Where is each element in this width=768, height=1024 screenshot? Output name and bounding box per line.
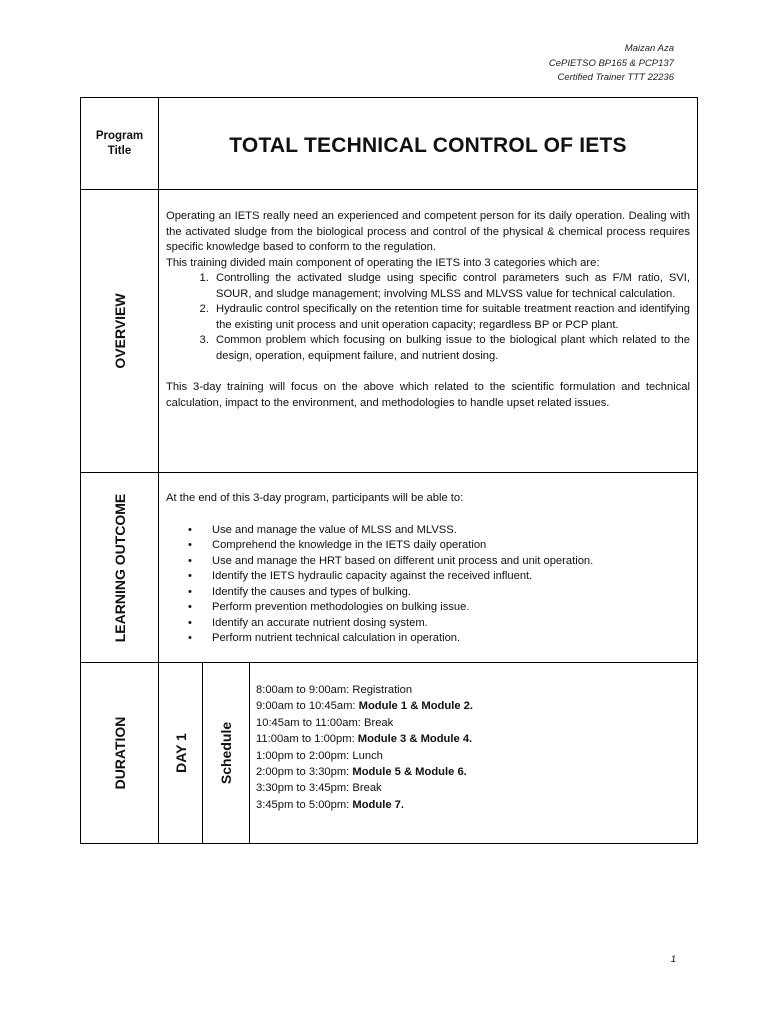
bullet-icon: • — [188, 539, 192, 551]
list-item: 3. Common problem which focusing on bulking issue to the biological plant which related to the design, operation, equipment failure, and nutrient dosing. — [212, 333, 690, 364]
schedule-item — [256, 797, 697, 813]
overview-content-cell — [159, 190, 698, 473]
schedule-time: 11:00am to 1:00pm: — [256, 733, 358, 746]
list-item-text: Identify the IETS hydraulic capacity against the received influent. — [212, 570, 533, 582]
author-certification: CePIETSO BP165 & PCP137 — [548, 57, 674, 69]
learning-outcome-list — [166, 523, 690, 647]
list-item-text: Comprehend the knowledge in the IETS daily operation — [212, 539, 487, 551]
schedule-activity: Break — [364, 716, 394, 729]
schedule-activity: Module 5 & Module 6. — [352, 766, 467, 779]
bullet-icon: • — [188, 585, 192, 598]
bullet-icon: • — [188, 601, 192, 613]
bullet-icon: • — [188, 523, 192, 536]
schedule-item — [256, 780, 697, 796]
page-number: 1 — [670, 954, 676, 965]
schedule-time: 10:45am to 11:00am: — [256, 716, 365, 729]
list-item — [166, 538, 690, 554]
day-label-cell — [159, 663, 203, 843]
document-header — [549, 42, 674, 86]
schedule-time: 2:00pm to 3:30pm: — [256, 766, 353, 779]
trainer-certification: Certified Trainer TTT 22236 — [557, 72, 674, 83]
overview-label-cell — [81, 190, 159, 473]
list-item-text: Use and manage the HRT based on different unit process and unit operation. — [212, 554, 594, 567]
schedule-activity: Module 1 & Module 2. — [358, 700, 473, 713]
schedule-activity: Break — [352, 782, 382, 795]
learning-outcome-intro: At the end of this 3-day program, participants will be able to: — [166, 492, 464, 504]
list-item: 2. Hydraulic control specifically on the retention time for suitable treatment reaction and identifying the existing unit process and unit operation capacity; regardless BP or PCP plant. — [212, 302, 690, 333]
schedule-item — [256, 698, 697, 714]
program-title-label-cell — [81, 98, 159, 190]
program-title-cell — [159, 98, 698, 190]
duration-row — [81, 663, 698, 844]
schedule-list — [250, 663, 697, 813]
overview-intro: Operating an IETS really need an experienced and competent person for its daily operation. Dealing with the activated sludge from the biological process and control of the physical & chemical process requires specific knowledge based to conform to the regulation. — [166, 210, 690, 253]
program-title-row — [81, 98, 698, 190]
overview-closing: This 3-day training will focus on the above which related to the scientific formulation and technical calculation, impact to the environment, and methodologies to handle upset related issues. — [166, 381, 690, 409]
schedule-activity: Module 3 & Module 4. — [357, 733, 473, 746]
schedule-item — [256, 682, 697, 698]
program-label-line1: Program — [95, 130, 144, 142]
program-title: TOTAL TECHNICAL CONTROL OF IETS — [229, 134, 627, 157]
schedule-time: 8:00am to 9:00am: — [256, 684, 353, 696]
duration-content-cell — [159, 663, 698, 844]
learning-outcome-content-cell — [159, 473, 698, 663]
overview-label: OVERVIEW — [111, 293, 128, 369]
list-item-text: Identify the causes and types of bulking. — [212, 585, 412, 598]
list-item — [166, 616, 690, 632]
overview-divided: This training divided main component of operating the IETS into 3 categories which are: — [166, 256, 600, 269]
day-label: DAY 1 — [172, 733, 189, 773]
list-item-text: Perform nutrient technical calculation in operation. — [212, 632, 461, 644]
list-item — [166, 631, 690, 647]
list-item — [166, 585, 690, 601]
schedule-time: 1:00pm to 2:00pm: — [256, 749, 353, 762]
bullet-icon: • — [188, 554, 192, 567]
learning-outcome-row — [81, 473, 698, 663]
schedule-cell — [250, 663, 698, 843]
duration-label-cell — [81, 663, 159, 844]
duration-inner-table — [159, 663, 697, 843]
list-item-text: Perform prevention methodologies on bulking issue. — [212, 601, 470, 613]
schedule-item — [256, 748, 697, 764]
schedule-activity: Lunch — [352, 749, 383, 762]
schedule-time: 3:45pm to 5:00pm: — [256, 798, 353, 811]
bullet-icon: • — [188, 570, 192, 582]
duration-label: DURATION — [111, 716, 128, 790]
author-name: Maizan Aza — [624, 43, 674, 54]
learning-outcome-label: LEARNING OUTCOME — [111, 493, 128, 642]
program-table — [80, 97, 698, 844]
list-item-text: Use and manage the value of MLSS and MLVSS. — [212, 523, 457, 536]
schedule-time: 3:30pm to 3:45pm: — [256, 782, 353, 795]
learning-outcome-label-cell — [81, 473, 159, 663]
bullet-icon: • — [188, 632, 192, 644]
schedule-label: Schedule — [218, 721, 234, 785]
list-item — [166, 554, 690, 570]
bullet-icon: • — [188, 616, 192, 629]
schedule-item — [256, 715, 697, 731]
schedule-item — [256, 731, 697, 747]
list-item: 1. Controlling the activated sludge using specific control parameters such as F/M ratio, SVI, SOUR, and sludge management; involving MLSS and MLVSS value for technical calculation. — [212, 271, 690, 302]
list-item — [166, 569, 690, 585]
list-item — [166, 523, 690, 539]
program-label-line2: Title — [107, 145, 132, 157]
schedule-time: 9:00am to 10:45am: — [256, 700, 359, 713]
schedule-activity: Registration — [352, 684, 413, 696]
schedule-activity: Module 7. — [352, 798, 404, 811]
list-item — [166, 600, 690, 616]
overview-row — [81, 190, 698, 473]
list-item-text: Identify an accurate nutrient dosing system. — [212, 616, 428, 629]
schedule-label-cell — [203, 663, 250, 843]
overview-list — [166, 271, 690, 364]
schedule-item — [256, 764, 697, 780]
